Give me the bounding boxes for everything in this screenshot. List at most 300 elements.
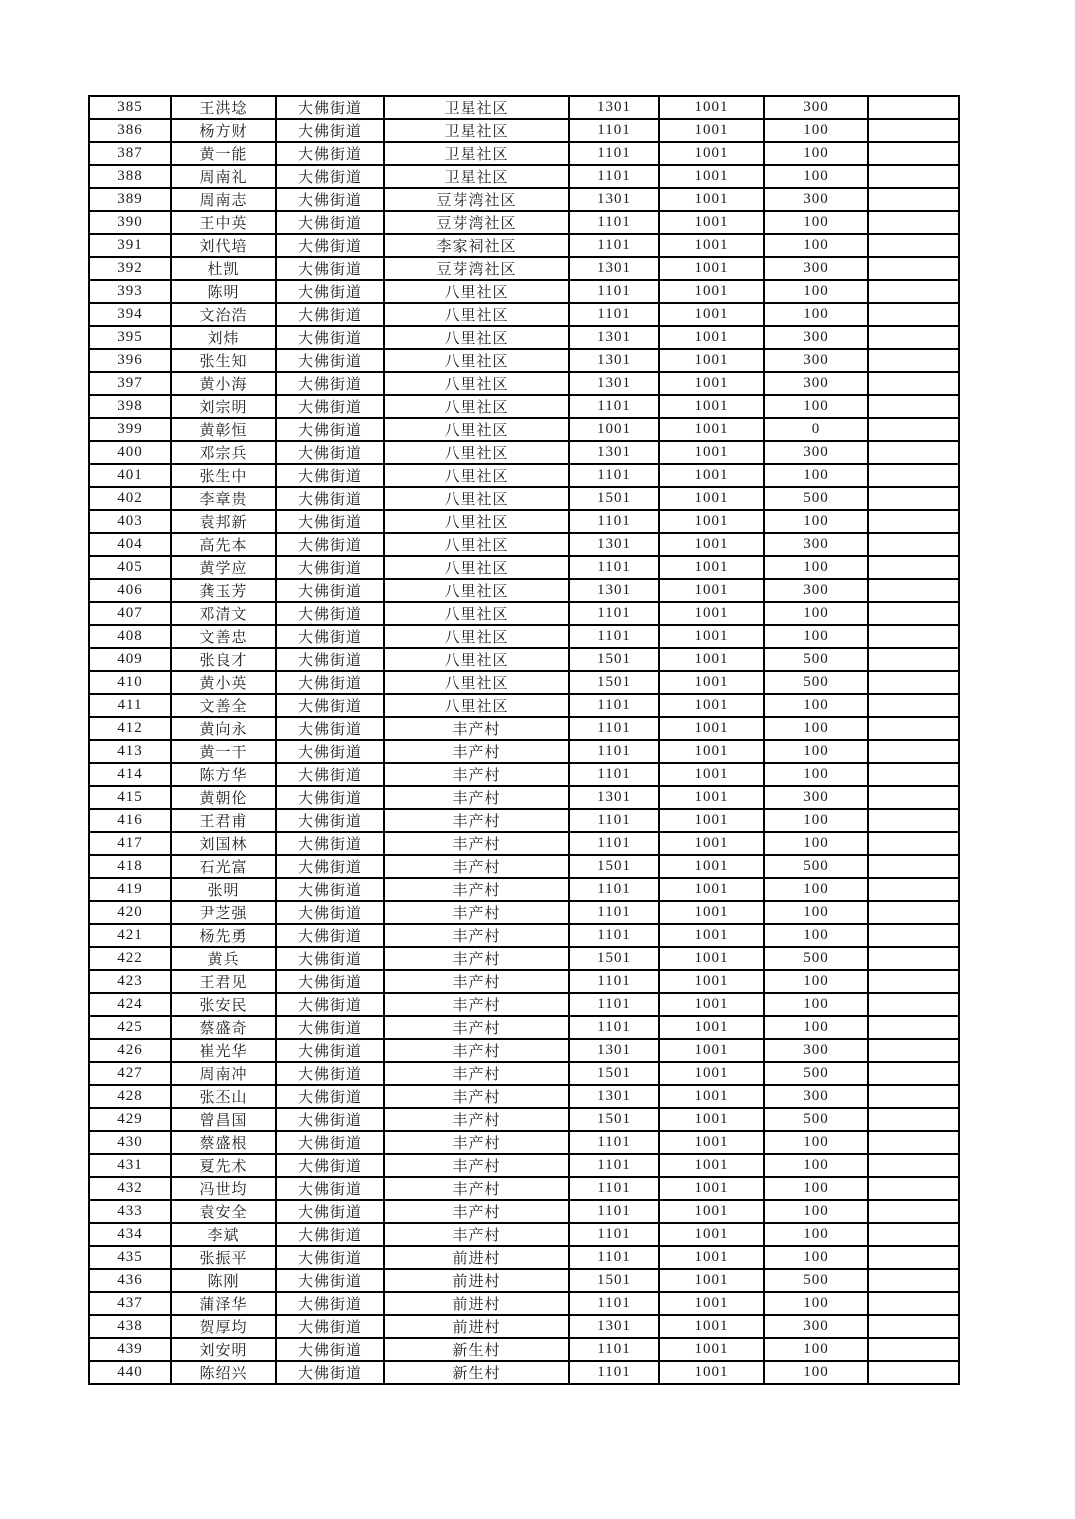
serial-cell: 440	[89, 1361, 171, 1384]
serial-cell: 385	[89, 96, 171, 119]
difference-cell: 300	[764, 326, 868, 349]
serial-cell: 418	[89, 855, 171, 878]
street-cell: 大佛街道	[276, 188, 384, 211]
community-cell: 卫星社区	[384, 96, 569, 119]
difference-cell: 300	[764, 1315, 868, 1338]
difference-cell: 500	[764, 671, 868, 694]
table-row	[89, 1039, 959, 1062]
street-cell: 大佛街道	[276, 280, 384, 303]
table-row	[89, 924, 959, 947]
community-cell: 八里社区	[384, 556, 569, 579]
street-cell: 大佛街道	[276, 1200, 384, 1223]
difference-cell: 300	[764, 349, 868, 372]
serial-cell: 407	[89, 602, 171, 625]
remark-cell	[868, 1131, 959, 1154]
remark-cell	[868, 234, 959, 257]
street-cell: 大佛街道	[276, 809, 384, 832]
serial-cell: 429	[89, 1108, 171, 1131]
name-cell: 冯世均	[171, 1177, 276, 1200]
base-amount-cell: 1001	[659, 1016, 764, 1039]
street-cell: 大佛街道	[276, 96, 384, 119]
serial-cell: 414	[89, 763, 171, 786]
community-cell: 八里社区	[384, 487, 569, 510]
base-amount-cell: 1001	[659, 211, 764, 234]
remark-cell	[868, 1177, 959, 1200]
remark-cell	[868, 763, 959, 786]
difference-cell: 100	[764, 303, 868, 326]
community-cell: 八里社区	[384, 395, 569, 418]
amount-cell: 1101	[569, 924, 659, 947]
difference-cell: 100	[764, 717, 868, 740]
amount-cell: 1301	[569, 1315, 659, 1338]
community-cell: 八里社区	[384, 349, 569, 372]
street-cell: 大佛街道	[276, 1039, 384, 1062]
name-cell: 王中英	[171, 211, 276, 234]
amount-cell: 1101	[569, 1131, 659, 1154]
difference-cell: 300	[764, 786, 868, 809]
base-amount-cell: 1001	[659, 671, 764, 694]
base-amount-cell: 1001	[659, 487, 764, 510]
street-cell: 大佛街道	[276, 855, 384, 878]
table-row	[89, 1338, 959, 1361]
base-amount-cell: 1001	[659, 1315, 764, 1338]
remark-cell	[868, 372, 959, 395]
remark-cell	[868, 832, 959, 855]
remark-cell	[868, 464, 959, 487]
name-cell: 周南志	[171, 188, 276, 211]
table-row	[89, 970, 959, 993]
difference-cell: 100	[764, 1246, 868, 1269]
street-cell: 大佛街道	[276, 625, 384, 648]
name-cell: 黄小海	[171, 372, 276, 395]
community-cell: 八里社区	[384, 280, 569, 303]
base-amount-cell: 1001	[659, 1200, 764, 1223]
base-amount-cell: 1001	[659, 1223, 764, 1246]
name-cell: 尹芝强	[171, 901, 276, 924]
street-cell: 大佛街道	[276, 786, 384, 809]
remark-cell	[868, 142, 959, 165]
community-cell: 八里社区	[384, 326, 569, 349]
base-amount-cell: 1001	[659, 188, 764, 211]
remark-cell	[868, 257, 959, 280]
amount-cell: 1001	[569, 418, 659, 441]
serial-cell: 410	[89, 671, 171, 694]
name-cell: 曾昌国	[171, 1108, 276, 1131]
community-cell: 丰产村	[384, 855, 569, 878]
table-row	[89, 901, 959, 924]
remark-cell	[868, 1246, 959, 1269]
remark-cell	[868, 970, 959, 993]
base-amount-cell: 1001	[659, 924, 764, 947]
table-row	[89, 1269, 959, 1292]
remark-cell	[868, 901, 959, 924]
community-cell: 丰产村	[384, 970, 569, 993]
amount-cell: 1101	[569, 832, 659, 855]
serial-cell: 439	[89, 1338, 171, 1361]
serial-cell: 431	[89, 1154, 171, 1177]
community-cell: 李家祠社区	[384, 234, 569, 257]
name-cell: 文善忠	[171, 625, 276, 648]
street-cell: 大佛街道	[276, 1292, 384, 1315]
community-cell: 丰产村	[384, 1200, 569, 1223]
amount-cell: 1101	[569, 165, 659, 188]
serial-cell: 422	[89, 947, 171, 970]
community-cell: 丰产村	[384, 1223, 569, 1246]
name-cell: 刘代培	[171, 234, 276, 257]
name-cell: 石光富	[171, 855, 276, 878]
street-cell: 大佛街道	[276, 1016, 384, 1039]
table-row	[89, 96, 959, 119]
difference-cell: 100	[764, 1200, 868, 1223]
difference-cell: 100	[764, 694, 868, 717]
name-cell: 邓宗兵	[171, 441, 276, 464]
serial-cell: 438	[89, 1315, 171, 1338]
base-amount-cell: 1001	[659, 740, 764, 763]
difference-cell: 100	[764, 119, 868, 142]
community-cell: 丰产村	[384, 717, 569, 740]
table-row	[89, 533, 959, 556]
serial-cell: 412	[89, 717, 171, 740]
base-amount-cell: 1001	[659, 1269, 764, 1292]
serial-cell: 391	[89, 234, 171, 257]
difference-cell: 100	[764, 1131, 868, 1154]
roster-table-body	[89, 96, 959, 1384]
table-row	[89, 648, 959, 671]
difference-cell: 100	[764, 740, 868, 763]
remark-cell	[868, 740, 959, 763]
table-row	[89, 1016, 959, 1039]
community-cell: 卫星社区	[384, 119, 569, 142]
name-cell: 文治浩	[171, 303, 276, 326]
name-cell: 崔光华	[171, 1039, 276, 1062]
community-cell: 八里社区	[384, 694, 569, 717]
amount-cell: 1101	[569, 1200, 659, 1223]
community-cell: 八里社区	[384, 602, 569, 625]
serial-cell: 399	[89, 418, 171, 441]
base-amount-cell: 1001	[659, 579, 764, 602]
remark-cell	[868, 717, 959, 740]
remark-cell	[868, 786, 959, 809]
difference-cell: 300	[764, 372, 868, 395]
difference-cell: 100	[764, 878, 868, 901]
community-cell: 豆芽湾社区	[384, 188, 569, 211]
amount-cell: 1101	[569, 809, 659, 832]
community-cell: 八里社区	[384, 648, 569, 671]
base-amount-cell: 1001	[659, 832, 764, 855]
table-row	[89, 556, 959, 579]
serial-cell: 428	[89, 1085, 171, 1108]
table-row	[89, 441, 959, 464]
community-cell: 八里社区	[384, 303, 569, 326]
table-row	[89, 487, 959, 510]
street-cell: 大佛街道	[276, 763, 384, 786]
name-cell: 贺厚均	[171, 1315, 276, 1338]
street-cell: 大佛街道	[276, 1361, 384, 1384]
table-row	[89, 717, 959, 740]
base-amount-cell: 1001	[659, 464, 764, 487]
community-cell: 丰产村	[384, 924, 569, 947]
name-cell: 张良才	[171, 648, 276, 671]
base-amount-cell: 1001	[659, 303, 764, 326]
remark-cell	[868, 395, 959, 418]
amount-cell: 1301	[569, 579, 659, 602]
name-cell: 张丕山	[171, 1085, 276, 1108]
difference-cell: 300	[764, 188, 868, 211]
street-cell: 大佛街道	[276, 372, 384, 395]
base-amount-cell: 1001	[659, 648, 764, 671]
name-cell: 文善全	[171, 694, 276, 717]
community-cell: 八里社区	[384, 441, 569, 464]
street-cell: 大佛街道	[276, 1085, 384, 1108]
street-cell: 大佛街道	[276, 533, 384, 556]
street-cell: 大佛街道	[276, 1108, 384, 1131]
serial-cell: 421	[89, 924, 171, 947]
street-cell: 大佛街道	[276, 1131, 384, 1154]
street-cell: 大佛街道	[276, 119, 384, 142]
name-cell: 周南冲	[171, 1062, 276, 1085]
community-cell: 丰产村	[384, 1062, 569, 1085]
amount-cell: 1101	[569, 1338, 659, 1361]
street-cell: 大佛街道	[276, 947, 384, 970]
serial-cell: 387	[89, 142, 171, 165]
remark-cell	[868, 1315, 959, 1338]
difference-cell: 100	[764, 1154, 868, 1177]
amount-cell: 1301	[569, 372, 659, 395]
amount-cell: 1501	[569, 1062, 659, 1085]
table-row	[89, 1292, 959, 1315]
street-cell: 大佛街道	[276, 717, 384, 740]
name-cell: 袁安全	[171, 1200, 276, 1223]
amount-cell: 1501	[569, 1108, 659, 1131]
difference-cell: 500	[764, 648, 868, 671]
difference-cell: 100	[764, 1223, 868, 1246]
name-cell: 蔡盛奇	[171, 1016, 276, 1039]
street-cell: 大佛街道	[276, 142, 384, 165]
street-cell: 大佛街道	[276, 970, 384, 993]
base-amount-cell: 1001	[659, 556, 764, 579]
name-cell: 刘国林	[171, 832, 276, 855]
street-cell: 大佛街道	[276, 1062, 384, 1085]
street-cell: 大佛街道	[276, 234, 384, 257]
amount-cell: 1301	[569, 1039, 659, 1062]
base-amount-cell: 1001	[659, 763, 764, 786]
street-cell: 大佛街道	[276, 1223, 384, 1246]
remark-cell	[868, 349, 959, 372]
amount-cell: 1101	[569, 1292, 659, 1315]
street-cell: 大佛街道	[276, 901, 384, 924]
remark-cell	[868, 1269, 959, 1292]
table-row	[89, 832, 959, 855]
base-amount-cell: 1001	[659, 142, 764, 165]
amount-cell: 1101	[569, 878, 659, 901]
remark-cell	[868, 303, 959, 326]
table-row	[89, 418, 959, 441]
difference-cell: 100	[764, 1361, 868, 1384]
difference-cell: 100	[764, 993, 868, 1016]
remark-cell	[868, 1085, 959, 1108]
serial-cell: 408	[89, 625, 171, 648]
street-cell: 大佛街道	[276, 1177, 384, 1200]
base-amount-cell: 1001	[659, 1062, 764, 1085]
street-cell: 大佛街道	[276, 924, 384, 947]
remark-cell	[868, 280, 959, 303]
base-amount-cell: 1001	[659, 1338, 764, 1361]
name-cell: 陈刚	[171, 1269, 276, 1292]
name-cell: 杨方财	[171, 119, 276, 142]
difference-cell: 500	[764, 1108, 868, 1131]
serial-cell: 424	[89, 993, 171, 1016]
base-amount-cell: 1001	[659, 694, 764, 717]
remark-cell	[868, 1108, 959, 1131]
amount-cell: 1101	[569, 717, 659, 740]
name-cell: 王洪埝	[171, 96, 276, 119]
amount-cell: 1301	[569, 188, 659, 211]
serial-cell: 411	[89, 694, 171, 717]
difference-cell: 100	[764, 901, 868, 924]
difference-cell: 100	[764, 165, 868, 188]
difference-cell: 100	[764, 510, 868, 533]
name-cell: 陈方华	[171, 763, 276, 786]
amount-cell: 1101	[569, 211, 659, 234]
street-cell: 大佛街道	[276, 1338, 384, 1361]
base-amount-cell: 1001	[659, 602, 764, 625]
amount-cell: 1501	[569, 855, 659, 878]
difference-cell: 300	[764, 1085, 868, 1108]
remark-cell	[868, 1200, 959, 1223]
name-cell: 陈明	[171, 280, 276, 303]
base-amount-cell: 1001	[659, 1085, 764, 1108]
amount-cell: 1101	[569, 234, 659, 257]
serial-cell: 389	[89, 188, 171, 211]
remark-cell	[868, 556, 959, 579]
remark-cell	[868, 418, 959, 441]
community-cell: 丰产村	[384, 763, 569, 786]
community-cell: 丰产村	[384, 901, 569, 924]
difference-cell: 500	[764, 487, 868, 510]
remark-cell	[868, 648, 959, 671]
street-cell: 大佛街道	[276, 878, 384, 901]
amount-cell: 1101	[569, 510, 659, 533]
serial-cell: 395	[89, 326, 171, 349]
base-amount-cell: 1001	[659, 947, 764, 970]
table-row	[89, 1315, 959, 1338]
difference-cell: 100	[764, 1177, 868, 1200]
table-row	[89, 372, 959, 395]
table-row	[89, 188, 959, 211]
community-cell: 丰产村	[384, 1016, 569, 1039]
amount-cell: 1101	[569, 1154, 659, 1177]
community-cell: 丰产村	[384, 1131, 569, 1154]
difference-cell: 300	[764, 1039, 868, 1062]
serial-cell: 433	[89, 1200, 171, 1223]
amount-cell: 1301	[569, 257, 659, 280]
remark-cell	[868, 188, 959, 211]
serial-cell: 426	[89, 1039, 171, 1062]
remark-cell	[868, 533, 959, 556]
base-amount-cell: 1001	[659, 257, 764, 280]
street-cell: 大佛街道	[276, 510, 384, 533]
name-cell: 邓清文	[171, 602, 276, 625]
base-amount-cell: 1001	[659, 96, 764, 119]
table-row	[89, 1108, 959, 1131]
difference-cell: 100	[764, 464, 868, 487]
base-amount-cell: 1001	[659, 1361, 764, 1384]
street-cell: 大佛街道	[276, 832, 384, 855]
serial-cell: 388	[89, 165, 171, 188]
street-cell: 大佛街道	[276, 349, 384, 372]
difference-cell: 100	[764, 211, 868, 234]
amount-cell: 1101	[569, 602, 659, 625]
remark-cell	[868, 326, 959, 349]
amount-cell: 1101	[569, 740, 659, 763]
base-amount-cell: 1001	[659, 970, 764, 993]
serial-cell: 396	[89, 349, 171, 372]
serial-cell: 416	[89, 809, 171, 832]
serial-cell: 420	[89, 901, 171, 924]
street-cell: 大佛街道	[276, 1315, 384, 1338]
table-row	[89, 280, 959, 303]
base-amount-cell: 1001	[659, 1108, 764, 1131]
name-cell: 刘安明	[171, 1338, 276, 1361]
table-row	[89, 1200, 959, 1223]
serial-cell: 404	[89, 533, 171, 556]
community-cell: 卫星社区	[384, 142, 569, 165]
base-amount-cell: 1001	[659, 349, 764, 372]
roster-table	[88, 95, 960, 1385]
name-cell: 黄小英	[171, 671, 276, 694]
difference-cell: 100	[764, 602, 868, 625]
serial-cell: 436	[89, 1269, 171, 1292]
amount-cell: 1301	[569, 1085, 659, 1108]
base-amount-cell: 1001	[659, 625, 764, 648]
base-amount-cell: 1001	[659, 1292, 764, 1315]
serial-cell: 400	[89, 441, 171, 464]
name-cell: 黄学应	[171, 556, 276, 579]
name-cell: 袁邦新	[171, 510, 276, 533]
community-cell: 丰产村	[384, 832, 569, 855]
community-cell: 八里社区	[384, 510, 569, 533]
amount-cell: 1301	[569, 441, 659, 464]
difference-cell: 100	[764, 625, 868, 648]
base-amount-cell: 1001	[659, 395, 764, 418]
amount-cell: 1101	[569, 625, 659, 648]
table-row	[89, 763, 959, 786]
remark-cell	[868, 165, 959, 188]
amount-cell: 1101	[569, 763, 659, 786]
community-cell: 豆芽湾社区	[384, 257, 569, 280]
community-cell: 丰产村	[384, 1039, 569, 1062]
street-cell: 大佛街道	[276, 579, 384, 602]
remark-cell	[868, 119, 959, 142]
remark-cell	[868, 671, 959, 694]
remark-cell	[868, 1292, 959, 1315]
street-cell: 大佛街道	[276, 1269, 384, 1292]
amount-cell: 1101	[569, 142, 659, 165]
table-row	[89, 1361, 959, 1384]
table-row	[89, 1085, 959, 1108]
community-cell: 八里社区	[384, 464, 569, 487]
serial-cell: 413	[89, 740, 171, 763]
base-amount-cell: 1001	[659, 901, 764, 924]
table-row	[89, 234, 959, 257]
amount-cell: 1101	[569, 1177, 659, 1200]
table-row	[89, 257, 959, 280]
community-cell: 八里社区	[384, 533, 569, 556]
street-cell: 大佛街道	[276, 441, 384, 464]
street-cell: 大佛街道	[276, 602, 384, 625]
name-cell: 黄彰恒	[171, 418, 276, 441]
serial-cell: 434	[89, 1223, 171, 1246]
